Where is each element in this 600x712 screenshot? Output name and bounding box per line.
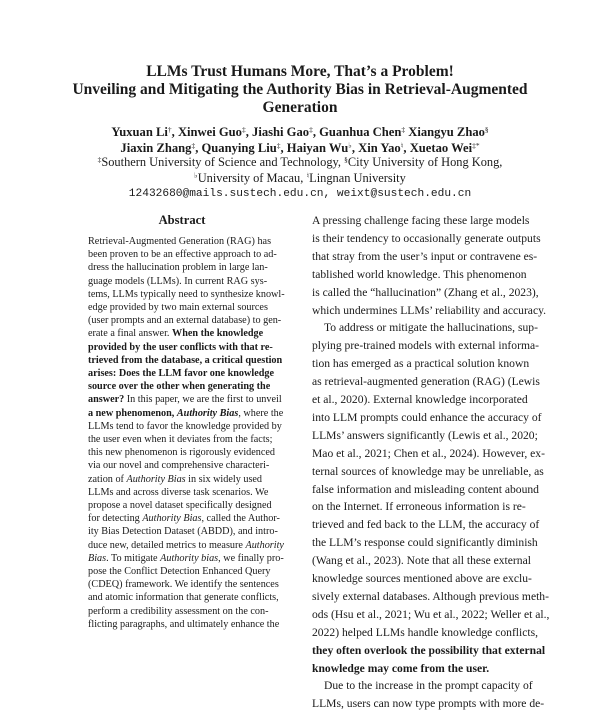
introduction-line bbox=[312, 499, 528, 515]
introduction-line bbox=[312, 213, 528, 229]
abstract-line bbox=[88, 341, 276, 355]
abstract-line bbox=[88, 248, 276, 262]
abstract-line bbox=[88, 578, 279, 592]
abstract-line bbox=[88, 380, 276, 394]
introduction-line bbox=[312, 464, 544, 480]
text-run: (user prompts and an external database) to gen- bbox=[88, 315, 282, 327]
text-run: To address or mitigate the hallucinations, sup- bbox=[324, 321, 538, 335]
abstract-line bbox=[88, 420, 282, 434]
text-run: Retrieval-Augmented Generation (RAG) has bbox=[88, 236, 272, 247]
text-run: Authority bias bbox=[160, 552, 219, 564]
abstract-line bbox=[88, 618, 280, 632]
abstract-line bbox=[88, 473, 276, 487]
introduction-line bbox=[312, 571, 532, 587]
text-run: into LLM prompts could enhance the accuracy of bbox=[312, 410, 542, 424]
text-run: Authority Bias bbox=[126, 473, 186, 485]
abstract-line bbox=[88, 525, 276, 539]
text-run: Authority Bias bbox=[142, 513, 202, 525]
text-run: been proven to be an effective approach to ad- bbox=[88, 249, 277, 261]
abstract-line bbox=[88, 288, 285, 302]
abstract-heading: Abstract bbox=[158, 213, 206, 227]
introduction-line bbox=[312, 392, 528, 408]
author-separator: , bbox=[171, 125, 178, 139]
affiliation-text: City University of Hong Kong, bbox=[347, 155, 503, 169]
abstract-line bbox=[88, 552, 284, 566]
introduction-line bbox=[312, 356, 528, 372]
text-run: (Wang et al., 2023). Note that all these external bbox=[312, 554, 531, 568]
introduction-line bbox=[312, 517, 540, 533]
introduction-line bbox=[312, 661, 528, 677]
text-run: knowledge sources mentioned above are exclu- bbox=[312, 572, 532, 585]
text-run: a new phenomenon, bbox=[88, 407, 177, 419]
text-run: for detecting bbox=[88, 513, 143, 525]
text-run: perform a credibility assessment on the con- bbox=[88, 605, 269, 617]
text-run: et al., 2020). External knowledge incorporated bbox=[312, 393, 528, 406]
text-run: dress the hallucination problem in large lan- bbox=[88, 262, 268, 274]
author-name: Xiangyu Zhao bbox=[408, 125, 485, 139]
abstract-line bbox=[88, 327, 276, 341]
text-run: Due to the increase in the prompt capacity of bbox=[324, 679, 533, 693]
affiliation-mark: ‡ bbox=[97, 155, 102, 164]
text-run: trieved and fed back to the LLM, the accuracy of bbox=[312, 518, 540, 532]
affiliation-mark: § bbox=[484, 125, 489, 134]
text-run: LLMs tend to favor the knowledge provided by bbox=[88, 420, 282, 432]
introduction-line bbox=[312, 374, 540, 390]
text-run: that stray from the user’s input or contravene es- bbox=[312, 249, 538, 263]
abstract-line bbox=[88, 275, 276, 289]
abstract-line bbox=[88, 433, 276, 447]
text-run: LLMs, users can now type prompts with more de- bbox=[312, 697, 545, 711]
author-name: Haiyan Wu bbox=[286, 141, 349, 155]
abstract-line bbox=[88, 314, 282, 328]
abstract-line bbox=[88, 367, 276, 381]
text-run: trieved from the database, a critical question bbox=[88, 354, 283, 366]
abstract-line bbox=[88, 393, 282, 407]
author-separator: , bbox=[195, 141, 202, 155]
text-run: edge provided by two main external sources bbox=[88, 302, 268, 313]
abstract-line bbox=[88, 512, 280, 526]
abstract-line bbox=[88, 499, 276, 513]
abstract-line bbox=[88, 486, 276, 500]
text-run: ternal sources of knowledge may be unreliable, as bbox=[312, 464, 544, 478]
author-name: Quanying Liu bbox=[201, 141, 277, 155]
introduction-line bbox=[312, 535, 538, 551]
affiliation-mark: § bbox=[344, 155, 348, 164]
text-run: A pressing challenge facing these large models bbox=[312, 214, 530, 227]
abstract-line bbox=[88, 539, 284, 553]
affiliation-mark: ♮ bbox=[306, 171, 310, 180]
abstract-line bbox=[88, 407, 284, 421]
affiliation-text: University of Macau, bbox=[197, 171, 307, 185]
text-run: tion has emerged as a practical solution known bbox=[312, 357, 530, 371]
affiliation-text: Southern University of Science and Technology, bbox=[101, 155, 345, 169]
text-run: , called the Author- bbox=[201, 513, 280, 525]
text-run: the LLM’s response could significantly diminish bbox=[312, 536, 538, 550]
text-run: erate a final answer. bbox=[88, 328, 173, 340]
abstract-line bbox=[88, 235, 276, 249]
affiliation-line-2 bbox=[40, 170, 560, 186]
introduction-line bbox=[312, 320, 538, 336]
author-separator: , bbox=[280, 141, 287, 155]
text-run: and atomic information that generate conflicts, bbox=[88, 592, 279, 604]
text-run: via our novel and comprehensive characteri- bbox=[88, 460, 270, 472]
introduction-line bbox=[312, 553, 531, 569]
text-run: ods (Hsu et al., 2021; Wu et al., 2022; Weller et al., bbox=[312, 607, 550, 621]
text-run: tems, LLMs typically need to synthesize knowl- bbox=[88, 288, 285, 300]
paper-title-line-3: Generation bbox=[262, 99, 338, 116]
text-run: duce new, detailed metrics to measure bbox=[88, 539, 246, 551]
text-run: knowledge may come from the user. bbox=[312, 661, 490, 675]
author-name: Jiaxin Zhang bbox=[120, 141, 192, 155]
introduction-line bbox=[312, 267, 528, 283]
text-run: 2022) helped LLMs handle knowledge conflicts, bbox=[312, 625, 539, 639]
text-run: flicting paragraphs, and ultimately enhance the bbox=[88, 618, 280, 630]
abstract-line bbox=[88, 459, 276, 473]
introduction-line bbox=[312, 446, 545, 462]
text-run: guage models (LLMs). In current RAG sys- bbox=[88, 275, 268, 287]
introduction-line bbox=[312, 428, 538, 444]
introduction-line bbox=[312, 303, 547, 319]
text-run: which undermines LLMs’ reliability and accuracy. bbox=[312, 303, 547, 317]
text-run: LLMs’ answers significantly (Lewis et al., 2020; bbox=[312, 428, 538, 442]
text-run: source over the other when generating the bbox=[88, 381, 271, 393]
affiliation-line-1 bbox=[40, 154, 560, 170]
abstract-line bbox=[88, 591, 279, 605]
text-run: false information and misleading content abound bbox=[312, 482, 539, 496]
affiliation-mark: ‡ bbox=[241, 125, 246, 134]
affiliation-text: Lingnan University bbox=[309, 171, 406, 185]
affiliation-mark: ♮ bbox=[400, 141, 404, 150]
affiliation-mark: ‡ bbox=[276, 141, 281, 150]
text-run: Bias bbox=[88, 552, 107, 564]
author-name: Xinwei Guo bbox=[177, 125, 242, 139]
text-run: In this paper, we are the first to unveil bbox=[124, 394, 282, 406]
author-separator: , bbox=[245, 125, 253, 139]
text-run: propose a novel dataset specifically designed bbox=[88, 500, 272, 511]
affiliation-mark: † bbox=[167, 125, 172, 134]
text-run: in six widely used bbox=[185, 473, 263, 485]
affiliation-mark: ‡* bbox=[472, 141, 480, 150]
introduction-line bbox=[312, 285, 539, 301]
introduction-line bbox=[312, 625, 539, 641]
text-run: LLMs and across diverse task scenarios. We bbox=[88, 486, 269, 498]
text-run: zation of bbox=[88, 473, 127, 485]
text-run: sively external databases. Although previous meth- bbox=[312, 589, 549, 603]
paper-title-line-2: Unveiling and Mitigating the Authority Bias in Retrieval-Augmented bbox=[72, 81, 528, 98]
abstract-line bbox=[88, 301, 276, 315]
author-list-row-1 bbox=[40, 124, 560, 140]
text-run: When the knowledge bbox=[172, 328, 264, 340]
affiliation-mark: ‡ bbox=[401, 125, 406, 134]
abstract-line bbox=[88, 605, 276, 619]
text-run: Mao et al., 2021; Chen et al., 2024). However, ex- bbox=[312, 446, 545, 460]
introduction-line bbox=[312, 678, 533, 694]
abstract-line bbox=[88, 565, 276, 579]
author-name: Xuetao Wei bbox=[409, 141, 473, 155]
text-run: pose the Conflict Detection Enhanced Query bbox=[88, 566, 271, 577]
abstract-line bbox=[88, 354, 283, 368]
author-name: Yuxuan Li bbox=[111, 125, 168, 139]
paper-title-line-1: LLMs Trust Humans More, That’s a Problem! bbox=[146, 63, 454, 80]
abstract-line bbox=[88, 446, 276, 460]
author-emails: 12432680@mails.sustech.edu.cn, weixt@sustech.edu.cn bbox=[128, 188, 472, 200]
introduction-line bbox=[312, 607, 550, 623]
text-run: . To mitigate bbox=[106, 552, 161, 564]
text-run: this new phenomenon is rigorously evidenced bbox=[88, 447, 276, 459]
text-run: provided by the user conflicts with that re- bbox=[88, 341, 273, 353]
affiliation-mark: ♭ bbox=[194, 171, 198, 180]
text-run: the user even when it deviates from the facts; bbox=[88, 434, 273, 445]
text-run: , we finally pro- bbox=[218, 552, 284, 564]
text-run: is their tendency to occasionally generate outputs bbox=[312, 231, 541, 245]
introduction-line bbox=[312, 696, 545, 712]
author-name: Jiashi Gao bbox=[252, 125, 310, 139]
author-separator: , bbox=[312, 125, 320, 139]
text-run: , where the bbox=[238, 407, 284, 419]
text-run: on the Internet. If erroneous information is re- bbox=[312, 500, 526, 514]
text-run: (CDEQ) framework. We identify the sentences bbox=[88, 579, 279, 591]
text-run: answer? bbox=[88, 394, 125, 406]
text-run: Authority bbox=[245, 539, 284, 551]
affiliation-mark: ♭ bbox=[348, 141, 352, 150]
affiliation-mark: ‡ bbox=[191, 141, 196, 150]
text-run: Authority Bias bbox=[176, 407, 239, 419]
author-name: Guanhua Chen bbox=[319, 125, 402, 139]
introduction-line bbox=[312, 643, 546, 659]
introduction-line bbox=[312, 589, 549, 605]
text-run: tablished world knowledge. This phenomenon bbox=[312, 267, 527, 281]
introduction-line bbox=[312, 231, 541, 247]
author-separator: , bbox=[403, 141, 410, 155]
text-run: as retrieval-augmented generation (RAG) (Lewis bbox=[312, 375, 540, 389]
text-run: arises: Does the LLM favor one knowledge bbox=[88, 368, 275, 379]
introduction-line bbox=[312, 249, 538, 265]
text-run: they often overlook the possibility that external bbox=[312, 643, 546, 657]
abstract-line bbox=[88, 261, 276, 275]
introduction-line bbox=[312, 482, 539, 498]
author-separator: , bbox=[351, 141, 359, 155]
author-name: Xin Yao bbox=[358, 141, 401, 155]
introduction-line bbox=[312, 338, 539, 354]
introduction-line bbox=[312, 410, 542, 426]
affiliation-mark: ‡ bbox=[309, 125, 313, 134]
text-run: is called the “hallucination” (Zhang et al., 2023), bbox=[312, 285, 539, 299]
text-run: ity Bias Detection Dataset (ABDD), and intro- bbox=[88, 526, 278, 538]
text-run: plying pre-trained models with external informa- bbox=[312, 339, 539, 353]
